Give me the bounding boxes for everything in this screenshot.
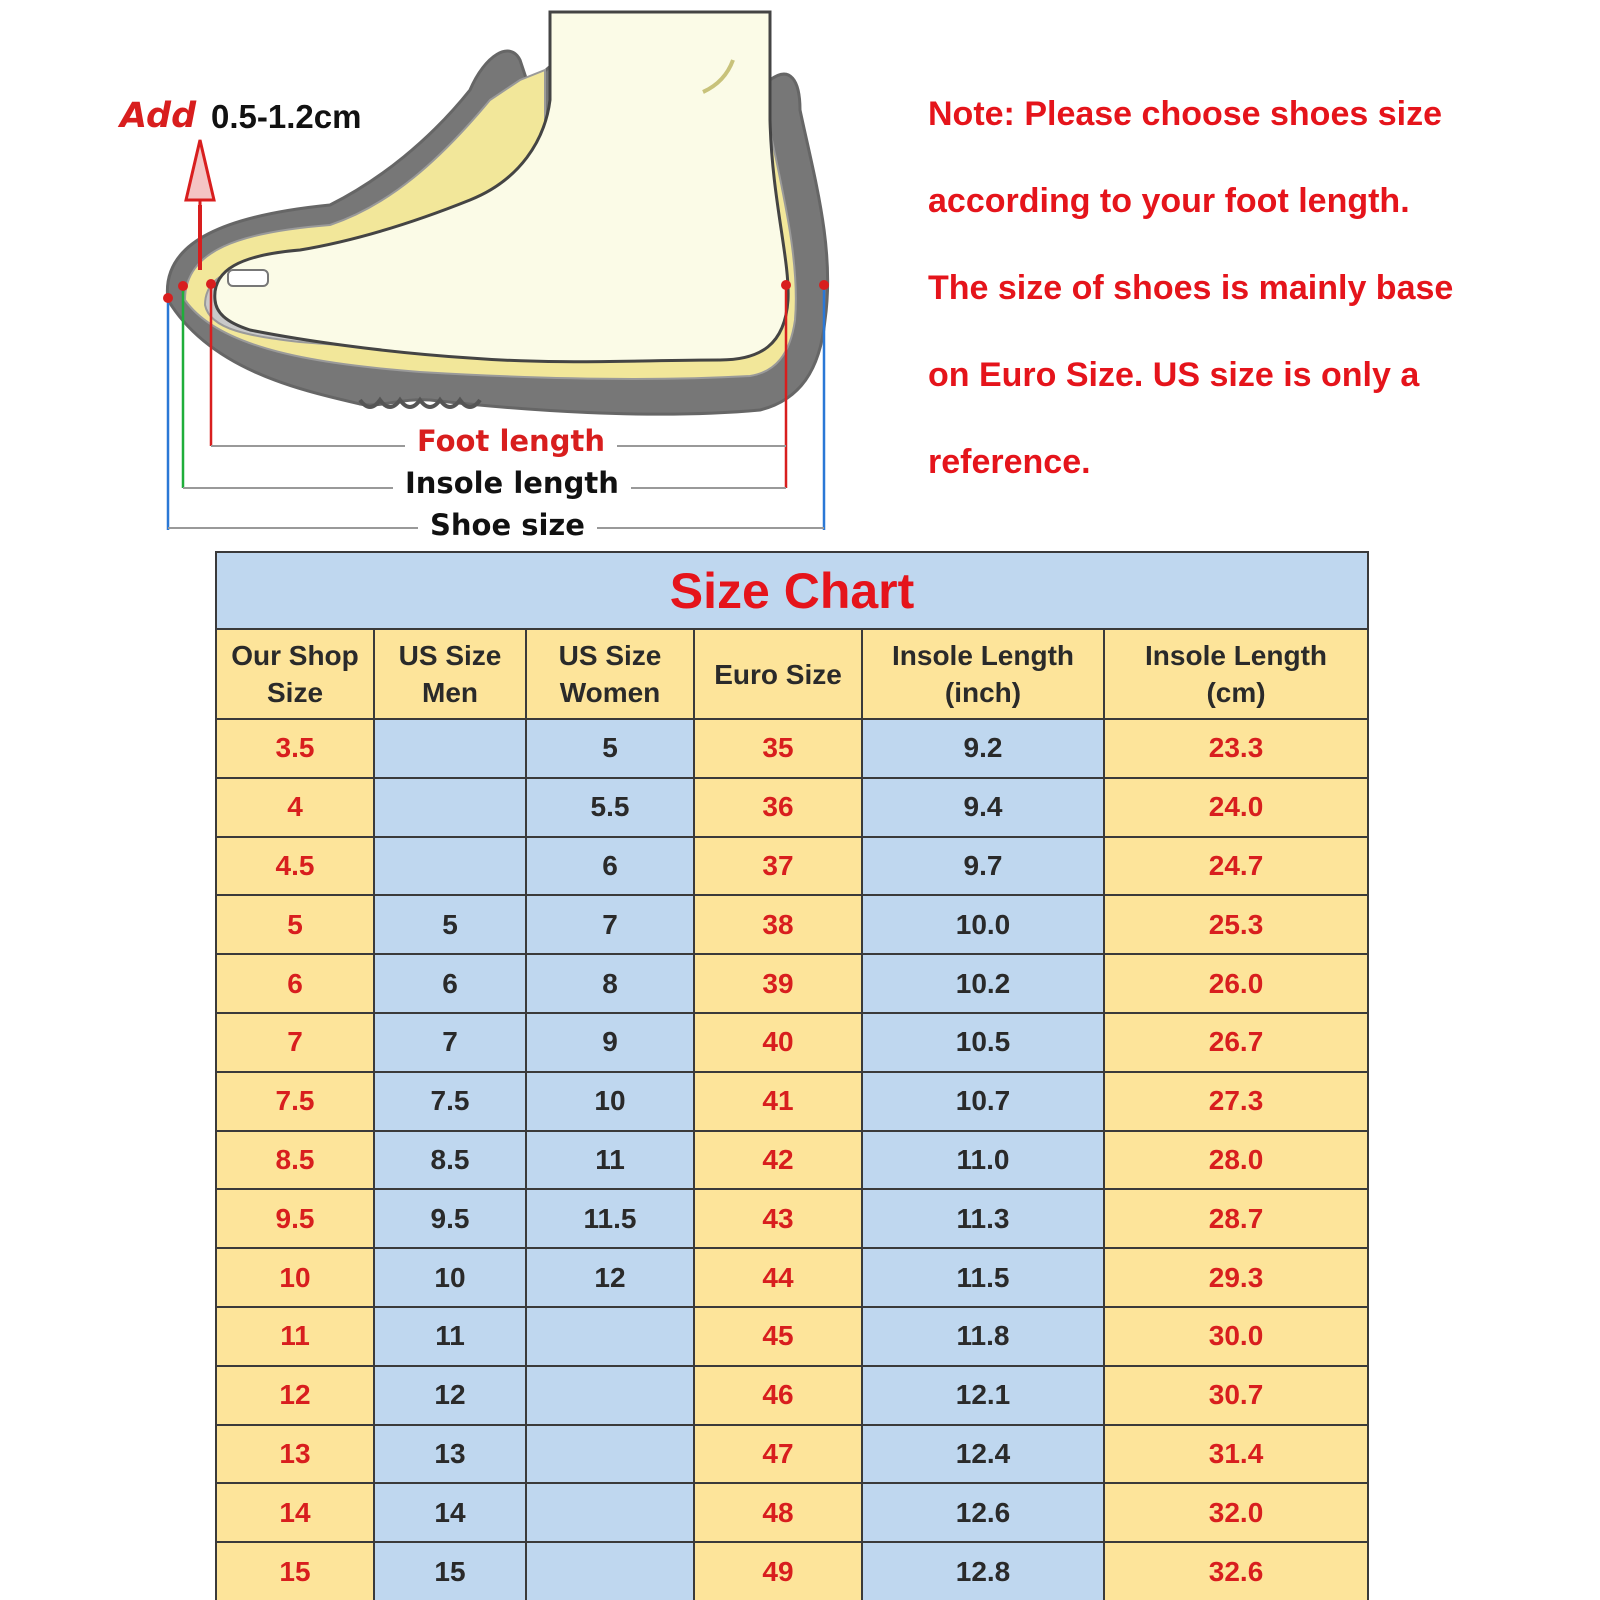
- cell-insole-length-cm: 24.7: [1104, 837, 1368, 896]
- cell-insole-length-inch: 10.2: [862, 954, 1104, 1013]
- table-row: [216, 1542, 1368, 1600]
- table-row: [216, 1307, 1368, 1366]
- cell-euro-size: 40: [694, 1013, 862, 1072]
- cell-insole-length-cm: 30.0: [1104, 1307, 1368, 1366]
- cell-insole-length-inch: 10.7: [862, 1072, 1104, 1131]
- header-our-shop-size: Our Shop Size: [216, 629, 374, 719]
- cell-us-size-women: 5: [526, 719, 694, 778]
- cell-us-size-men: 5: [374, 895, 526, 954]
- header-euro-size: Euro Size: [694, 629, 862, 719]
- shoe-size-label: Shoe size: [418, 508, 597, 542]
- cell-our-shop-size: 11: [216, 1307, 374, 1366]
- foot-length-label: Foot length: [405, 424, 617, 458]
- cell-insole-length-cm: 25.3: [1104, 895, 1368, 954]
- cell-insole-length-inch: 11.3: [862, 1189, 1104, 1248]
- cell-our-shop-size: 15: [216, 1542, 374, 1600]
- cell-us-size-men: 12: [374, 1366, 526, 1425]
- cell-euro-size: 37: [694, 837, 862, 896]
- cell-euro-size: 43: [694, 1189, 862, 1248]
- cell-insole-length-cm: 32.0: [1104, 1483, 1368, 1542]
- insole-length-label: Insole length: [393, 466, 631, 500]
- table-row: [216, 1248, 1368, 1307]
- cell-us-size-men: 15: [374, 1542, 526, 1600]
- cell-us-size-women: 5.5: [526, 778, 694, 837]
- note-line: reference.: [928, 443, 1091, 481]
- cell-insole-length-cm: 27.3: [1104, 1072, 1368, 1131]
- cell-our-shop-size: 4: [216, 778, 374, 837]
- cell-us-size-women: 12: [526, 1248, 694, 1307]
- cell-us-size-women: [526, 1307, 694, 1366]
- size-note: [928, 94, 1588, 529]
- toe-nail: [228, 270, 268, 286]
- cell-insole-length-inch: 11.0: [862, 1131, 1104, 1190]
- cell-insole-length-cm: 32.6: [1104, 1542, 1368, 1600]
- cell-our-shop-size: 7: [216, 1013, 374, 1072]
- cell-our-shop-size: 14: [216, 1483, 374, 1542]
- table-row: [216, 837, 1368, 896]
- cell-us-size-women: 9: [526, 1013, 694, 1072]
- cell-euro-size: 45: [694, 1307, 862, 1366]
- cell-our-shop-size: 12: [216, 1366, 374, 1425]
- note-line: The size of shoes is mainly base: [928, 269, 1454, 307]
- cell-us-size-women: [526, 1366, 694, 1425]
- add-value: 0.5-1.2cm: [211, 98, 362, 135]
- table-row: [216, 1483, 1368, 1542]
- cell-us-size-women: [526, 1425, 694, 1484]
- cell-euro-size: 41: [694, 1072, 862, 1131]
- cell-insole-length-cm: 24.0: [1104, 778, 1368, 837]
- cell-our-shop-size: 8.5: [216, 1131, 374, 1190]
- cell-us-size-men: 6: [374, 954, 526, 1013]
- cell-euro-size: 36: [694, 778, 862, 837]
- cell-our-shop-size: 5: [216, 895, 374, 954]
- table-header-row: [216, 629, 1368, 719]
- header-insole-length-inch: Insole Length (inch): [862, 629, 1104, 719]
- cell-us-size-women: 10: [526, 1072, 694, 1131]
- cell-insole-length-cm: 23.3: [1104, 719, 1368, 778]
- cell-insole-length-inch: 10.0: [862, 895, 1104, 954]
- cell-us-size-women: 8: [526, 954, 694, 1013]
- header-us-size-women: US Size Women: [526, 629, 694, 719]
- cell-euro-size: 46: [694, 1366, 862, 1425]
- cell-insole-length-inch: 11.8: [862, 1307, 1104, 1366]
- cell-insole-length-inch: 11.5: [862, 1248, 1104, 1307]
- cell-insole-length-inch: 10.5: [862, 1013, 1104, 1072]
- cell-us-size-men: 7.5: [374, 1072, 526, 1131]
- cell-insole-length-cm: 28.7: [1104, 1189, 1368, 1248]
- table-row: [216, 1189, 1368, 1248]
- cell-euro-size: 38: [694, 895, 862, 954]
- cell-our-shop-size: 6: [216, 954, 374, 1013]
- cell-us-size-men: 9.5: [374, 1189, 526, 1248]
- cell-insole-length-cm: 30.7: [1104, 1366, 1368, 1425]
- cell-insole-length-cm: 26.0: [1104, 954, 1368, 1013]
- cell-our-shop-size: 10: [216, 1248, 374, 1307]
- cell-us-size-men: [374, 719, 526, 778]
- cell-our-shop-size: 9.5: [216, 1189, 374, 1248]
- cell-euro-size: 39: [694, 954, 862, 1013]
- cell-us-size-men: 10: [374, 1248, 526, 1307]
- cell-insole-length-cm: 28.0: [1104, 1131, 1368, 1190]
- header-insole-length-cm: Insole Length (cm): [1104, 629, 1368, 719]
- cell-euro-size: 35: [694, 719, 862, 778]
- cell-euro-size: 48: [694, 1483, 862, 1542]
- cell-insole-length-inch: 12.4: [862, 1425, 1104, 1484]
- cell-euro-size: 47: [694, 1425, 862, 1484]
- cell-us-size-men: [374, 778, 526, 837]
- table-row: [216, 954, 1368, 1013]
- cell-insole-length-inch: 9.2: [862, 719, 1104, 778]
- table-row: [216, 895, 1368, 954]
- cell-us-size-women: [526, 1542, 694, 1600]
- note-line: according to your foot length.: [928, 182, 1410, 220]
- cell-insole-length-cm: 29.3: [1104, 1248, 1368, 1307]
- table-row: [216, 778, 1368, 837]
- cell-us-size-men: [374, 837, 526, 896]
- shoe-sole-tread: [360, 400, 480, 407]
- cell-euro-size: 42: [694, 1131, 862, 1190]
- cell-insole-length-inch: 12.1: [862, 1366, 1104, 1425]
- cell-us-size-women: 7: [526, 895, 694, 954]
- table-row: [216, 1013, 1368, 1072]
- size-chart-table: [215, 551, 1369, 1600]
- cell-our-shop-size: 7.5: [216, 1072, 374, 1131]
- cell-us-size-women: [526, 1483, 694, 1542]
- cell-our-shop-size: 3.5: [216, 719, 374, 778]
- cell-insole-length-inch: 12.6: [862, 1483, 1104, 1542]
- cell-us-size-men: 14: [374, 1483, 526, 1542]
- cell-us-size-men: 7: [374, 1013, 526, 1072]
- cell-insole-length-inch: 9.4: [862, 778, 1104, 837]
- add-label: Add: [120, 96, 197, 136]
- cell-euro-size: 44: [694, 1248, 862, 1307]
- cell-us-size-men: 13: [374, 1425, 526, 1484]
- cell-our-shop-size: 4.5: [216, 837, 374, 896]
- cell-our-shop-size: 13: [216, 1425, 374, 1484]
- cell-us-size-men: 8.5: [374, 1131, 526, 1190]
- note-line: Note: Please choose shoes size: [928, 95, 1442, 133]
- table-row: [216, 1425, 1368, 1484]
- table-row: [216, 719, 1368, 778]
- header-us-size-men: US Size Men: [374, 629, 526, 719]
- cell-us-size-women: 11: [526, 1131, 694, 1190]
- cell-euro-size: 49: [694, 1542, 862, 1600]
- cell-us-size-women: 11.5: [526, 1189, 694, 1248]
- table-row: [216, 1072, 1368, 1131]
- shoe-size-diagram: [0, 0, 900, 550]
- table-row: [216, 1131, 1368, 1190]
- cell-us-size-women: 6: [526, 837, 694, 896]
- table-row: [216, 1366, 1368, 1425]
- size-chart-body: [216, 719, 1368, 1600]
- note-line: on Euro Size. US size is only a: [928, 356, 1420, 394]
- cell-us-size-men: 11: [374, 1307, 526, 1366]
- cell-insole-length-cm: 26.7: [1104, 1013, 1368, 1072]
- cell-insole-length-inch: 9.7: [862, 837, 1104, 896]
- cell-insole-length-cm: 31.4: [1104, 1425, 1368, 1484]
- size-chart-title: Size Chart: [216, 552, 1368, 629]
- cell-insole-length-inch: 12.8: [862, 1542, 1104, 1600]
